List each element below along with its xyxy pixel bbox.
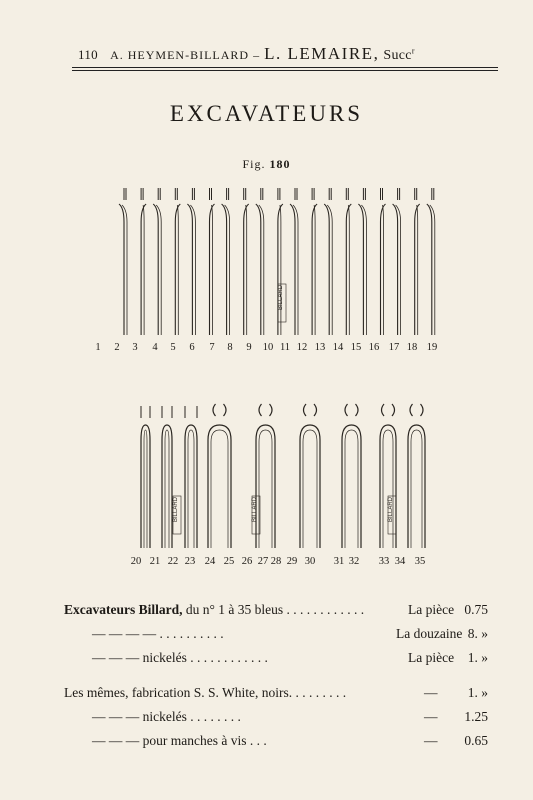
instrument-number: 14 xyxy=(332,342,344,353)
price: 0.65 xyxy=(464,733,488,748)
product-name: Excavateurs Billard, xyxy=(64,602,183,617)
excavator-instrument xyxy=(278,188,283,335)
price: 0.75 xyxy=(464,602,488,617)
successor-name: L. LEMAIRE, xyxy=(264,44,380,63)
excavator-instrument xyxy=(256,188,264,335)
excavator-instrument xyxy=(153,188,161,335)
unit: — xyxy=(424,709,438,724)
instrument-number: 16 xyxy=(368,342,380,353)
excavator-instrument xyxy=(256,404,275,548)
excavator-instrument xyxy=(222,188,230,335)
price-row xyxy=(64,646,494,670)
excavator-instrument xyxy=(141,406,150,548)
excavator-instrument xyxy=(393,188,401,335)
instrument-row-2 xyxy=(141,404,425,548)
instrument-number: 2 xyxy=(114,342,120,353)
instrument-number: 22 xyxy=(167,556,179,567)
excavator-instrument xyxy=(312,188,317,335)
instrument-number: 17 xyxy=(388,342,400,353)
instrument-number: 31 xyxy=(333,556,345,567)
instrument-number: 30 xyxy=(304,556,316,567)
instrument-number: 4 xyxy=(152,342,158,353)
instrument-number: 35 xyxy=(414,556,426,567)
product-desc: — — — nickelés . . . . . . . . xyxy=(92,709,241,724)
excavator-instrument xyxy=(185,406,197,548)
instrument-number: 34 xyxy=(394,556,406,567)
excavator-instrument xyxy=(210,188,215,335)
instruments-illustration xyxy=(0,170,533,570)
instrument-numbers-row-1 xyxy=(0,342,533,356)
instrument-number: 33 xyxy=(378,556,390,567)
excavator-instrument xyxy=(141,188,146,335)
instrument-number: 1 xyxy=(95,342,101,353)
instrument-number: 21 xyxy=(149,556,161,567)
unit: — xyxy=(424,733,438,748)
price: 1. » xyxy=(467,685,488,700)
excavator-instrument xyxy=(175,188,180,335)
brand-engraving: BILLARD xyxy=(173,496,179,522)
instrument-number: 25 xyxy=(223,556,235,567)
brand-engraving: BILLARD xyxy=(278,284,284,310)
instrument-number: 20 xyxy=(130,556,142,567)
instrument-number: 29 xyxy=(286,556,298,567)
instrument-number: 7 xyxy=(209,342,215,353)
excavator-instrument xyxy=(427,188,435,335)
instrument-number: 23 xyxy=(184,556,196,567)
price-row xyxy=(64,705,494,729)
instrument-number: 10 xyxy=(262,342,274,353)
excavator-instrument xyxy=(358,188,366,335)
product-desc: du n° 1 à 35 bleus . . . . . . . . . . . . xyxy=(182,602,365,617)
instrument-number: 26 xyxy=(241,556,253,567)
price-list xyxy=(64,598,494,753)
instrument-number: 18 xyxy=(406,342,418,353)
excavator-instrument xyxy=(290,188,298,335)
engraving-labels xyxy=(173,284,396,534)
instrument-number: 13 xyxy=(314,342,326,353)
excavator-instrument xyxy=(244,188,249,335)
excavator-instrument xyxy=(408,404,425,548)
header-rule-double xyxy=(72,70,498,71)
product-desc: — — — nickelés . . . . . . . . . . . . xyxy=(92,650,268,665)
unit: La douzaine xyxy=(396,626,463,641)
instrument-number: 6 xyxy=(189,342,195,353)
successor-label: Succ$^r$ xyxy=(383,46,415,63)
instrument-number: 11 xyxy=(279,342,291,353)
excavator-instrument xyxy=(415,188,420,335)
excavator-instrument xyxy=(381,188,386,335)
running-header xyxy=(78,44,496,64)
product-desc: — — — — . . . . . . . . . . xyxy=(92,626,224,641)
price-row xyxy=(64,622,494,646)
figure-label: Fig. xyxy=(242,157,266,171)
instrument-number: 5 xyxy=(170,342,176,353)
price-row xyxy=(64,729,494,753)
page-number: 110 xyxy=(78,47,98,62)
excavator-instrument xyxy=(208,404,231,548)
excavator-instrument xyxy=(162,406,172,548)
unit: La pièce xyxy=(408,650,455,665)
excavator-instrument xyxy=(300,404,320,548)
firm-name: A. HEYMEN-BILLARD – xyxy=(110,48,261,62)
product-desc: — — — pour manches à vis . . . xyxy=(92,733,267,748)
unit: La pièce xyxy=(408,602,455,617)
unit: — xyxy=(424,685,438,700)
instrument-row-1 xyxy=(119,188,435,335)
figure-number: 180 xyxy=(269,157,291,171)
excavator-instrument xyxy=(187,188,195,335)
price: 8. » xyxy=(467,626,488,641)
excavator-instrument xyxy=(324,188,332,335)
instrument-number: 24 xyxy=(204,556,216,567)
price: 1.25 xyxy=(464,709,488,724)
price: 1. » xyxy=(467,650,488,665)
page-title: EXCAVATEURS xyxy=(169,101,364,126)
excavator-instrument xyxy=(342,404,361,548)
instrument-numbers-row-2 xyxy=(0,556,533,570)
instrument-number: 15 xyxy=(350,342,362,353)
brand-engraving: BILLARD xyxy=(388,496,394,522)
instrument-number: 32 xyxy=(348,556,360,567)
instrument-number: 28 xyxy=(270,556,282,567)
instrument-number: 9 xyxy=(246,342,252,353)
instrument-number: 8 xyxy=(227,342,233,353)
excavator-instrument xyxy=(119,188,127,335)
instrument-number: 3 xyxy=(132,342,138,353)
brand-engraving: BILLARD xyxy=(252,496,258,522)
product-desc: Les mêmes, fabrication S. S. White, noirs. . . . . . . . . xyxy=(64,685,347,700)
header-rule xyxy=(72,67,498,68)
instrument-number: 19 xyxy=(426,342,438,353)
instrument-number: 12 xyxy=(296,342,308,353)
price-row xyxy=(64,598,494,622)
price-row xyxy=(64,681,494,705)
excavator-instrument xyxy=(346,188,351,335)
instrument-number: 27 xyxy=(257,556,269,567)
